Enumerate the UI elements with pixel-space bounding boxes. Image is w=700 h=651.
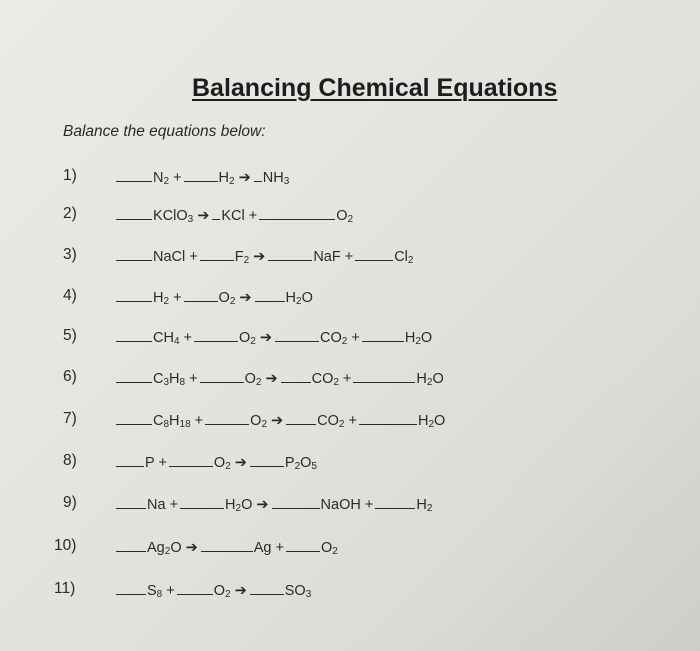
coefficient-blank[interactable] xyxy=(250,452,284,467)
equation-row xyxy=(0,537,700,561)
chemical-term: $N_2$ + xyxy=(153,170,182,187)
reaction-arrow-icon: ➔ xyxy=(197,208,210,224)
reaction-arrow-icon: ➔ xyxy=(185,540,198,556)
chemical-term: $C_3H_8$ + xyxy=(153,371,198,388)
reaction-arrow-icon: ➔ xyxy=(256,497,269,513)
chemical-term: $H_2O$ xyxy=(417,413,446,430)
coefficient-blank[interactable] xyxy=(116,287,152,302)
chemical-term: $F_2$ xyxy=(234,249,250,266)
coefficient-blank[interactable] xyxy=(116,410,152,425)
coefficient-blank[interactable] xyxy=(116,452,144,467)
reaction-arrow-icon: ➔ xyxy=(265,371,278,387)
worksheet-title: Balancing Chemical Equations xyxy=(192,74,558,102)
equation-row xyxy=(0,246,700,270)
coefficient-blank[interactable] xyxy=(116,494,146,509)
coefficient-blank[interactable] xyxy=(116,167,152,182)
chemical-term: $O_2$ xyxy=(239,330,256,347)
reaction-arrow-icon: ➔ xyxy=(271,413,284,429)
equation xyxy=(116,205,355,224)
coefficient-blank[interactable] xyxy=(205,410,249,425)
chemical-term: NaF + xyxy=(313,249,354,265)
coefficient-blank[interactable] xyxy=(169,452,213,467)
chemical-term: $C_8H_{18}$ + xyxy=(153,413,204,430)
equation-number: 2) xyxy=(63,205,77,222)
reaction-arrow-icon: ➔ xyxy=(239,290,252,306)
chemical-term: $CO_2$ + xyxy=(311,371,352,388)
chemical-term: $Ag_2O$ xyxy=(147,540,182,557)
chemical-term: $CO_2$ + xyxy=(320,330,360,347)
coefficient-blank[interactable] xyxy=(116,537,146,552)
instructions: Balance the equations below: xyxy=(63,123,266,140)
equation-number: 3) xyxy=(63,246,77,263)
coefficient-blank[interactable] xyxy=(116,580,146,595)
chemical-term: NaOH + xyxy=(320,497,374,513)
coefficient-blank[interactable] xyxy=(201,537,253,552)
equation-row xyxy=(0,287,700,311)
coefficient-blank[interactable] xyxy=(250,580,284,595)
coefficient-blank[interactable] xyxy=(259,205,335,220)
coefficient-blank[interactable] xyxy=(180,494,224,509)
equation-row xyxy=(0,327,700,351)
coefficient-blank[interactable] xyxy=(362,327,404,342)
equation xyxy=(116,537,340,556)
coefficient-blank[interactable] xyxy=(268,246,312,261)
equation xyxy=(116,452,319,471)
coefficient-blank[interactable] xyxy=(116,368,152,383)
chemical-term: $O_2$ xyxy=(213,583,231,600)
coefficient-blank[interactable] xyxy=(281,368,311,383)
chemical-term: $H_2O$ xyxy=(404,330,433,347)
reaction-arrow-icon: ➔ xyxy=(259,330,273,346)
coefficient-blank[interactable] xyxy=(194,327,238,342)
reaction-arrow-icon: ➔ xyxy=(234,455,247,471)
equation-row xyxy=(0,368,700,392)
reaction-arrow-icon: ➔ xyxy=(253,249,266,265)
chemical-term: $O_2$ xyxy=(336,208,354,225)
equation-row xyxy=(0,580,700,604)
chemical-term: $O_2$ xyxy=(250,413,267,430)
chemical-term: $S_8$ + xyxy=(147,583,175,600)
coefficient-blank[interactable] xyxy=(353,368,415,383)
equation-number: 11) xyxy=(54,580,76,597)
coefficient-blank[interactable] xyxy=(254,167,262,182)
chemical-term: $P_2O_5$ xyxy=(284,455,317,472)
chemical-term: $H_2$ + xyxy=(153,290,182,307)
reaction-arrow-icon: ➔ xyxy=(234,583,247,599)
equation-number: 4) xyxy=(63,287,77,304)
coefficient-blank[interactable] xyxy=(286,410,316,425)
chemical-term: $CO_2$ + xyxy=(317,413,357,430)
equation xyxy=(116,287,315,306)
coefficient-blank[interactable] xyxy=(177,580,213,595)
equation xyxy=(116,494,434,513)
chemical-term: $SO_3$ xyxy=(284,583,312,600)
chemical-term: $H_2O$ xyxy=(285,290,313,307)
equation-number: 7) xyxy=(63,410,77,427)
chemical-term: $O_2$ xyxy=(320,540,338,557)
coefficient-blank[interactable] xyxy=(212,205,220,220)
chemical-term: $H_2$ xyxy=(416,497,433,514)
chemical-term: P + xyxy=(145,455,167,471)
chemical-term: Na + xyxy=(147,497,179,513)
equation-row xyxy=(0,167,700,191)
chemical-term: $H_2O$ xyxy=(416,371,444,388)
chemical-term: KCl + xyxy=(221,208,258,224)
chemical-term: $H_2$ xyxy=(218,170,235,187)
chemical-term: KClO$_3$ xyxy=(153,208,194,225)
chemical-term: NaCl + xyxy=(153,249,198,265)
equation-number: 10) xyxy=(54,537,77,554)
coefficient-blank[interactable] xyxy=(275,327,319,342)
equation xyxy=(116,246,415,265)
coefficient-blank[interactable] xyxy=(116,327,152,342)
coefficient-blank[interactable] xyxy=(116,205,152,220)
coefficient-blank[interactable] xyxy=(375,494,415,509)
equation xyxy=(116,580,313,599)
chemical-term: $CH_4$ + xyxy=(153,330,193,347)
coefficient-blank[interactable] xyxy=(272,494,320,509)
coefficient-blank[interactable] xyxy=(286,537,320,552)
equation-number: 6) xyxy=(63,368,77,385)
chemical-term: $O_2$ xyxy=(218,290,236,307)
coefficient-blank[interactable] xyxy=(116,246,152,261)
coefficient-blank[interactable] xyxy=(359,410,417,425)
chemical-term: $Cl_2$ xyxy=(394,249,414,266)
equation-row xyxy=(0,494,700,518)
equation xyxy=(116,167,291,186)
chemical-term: $NH_3$ xyxy=(262,170,290,187)
equation-number: 8) xyxy=(63,452,77,469)
reaction-arrow-icon: ➔ xyxy=(238,170,251,186)
equation-row xyxy=(0,452,700,476)
coefficient-blank[interactable] xyxy=(184,167,218,182)
equation-number: 9) xyxy=(63,494,77,511)
chemical-term: Ag + xyxy=(253,540,284,556)
equation-row xyxy=(0,205,700,229)
equation xyxy=(116,327,434,346)
equation-row xyxy=(0,410,700,434)
equation xyxy=(116,368,446,387)
chemical-term: $H_2O$ xyxy=(225,497,253,514)
chemical-term: $O_2$ xyxy=(244,371,262,388)
coefficient-blank[interactable] xyxy=(255,287,285,302)
equation-number: 1) xyxy=(63,167,77,184)
chemical-term: $O_2$ xyxy=(213,455,231,472)
coefficient-blank[interactable] xyxy=(184,287,218,302)
equation xyxy=(116,410,447,429)
equation-number: 5) xyxy=(63,327,77,344)
coefficient-blank[interactable] xyxy=(200,246,234,261)
coefficient-blank[interactable] xyxy=(355,246,393,261)
coefficient-blank[interactable] xyxy=(200,368,244,383)
